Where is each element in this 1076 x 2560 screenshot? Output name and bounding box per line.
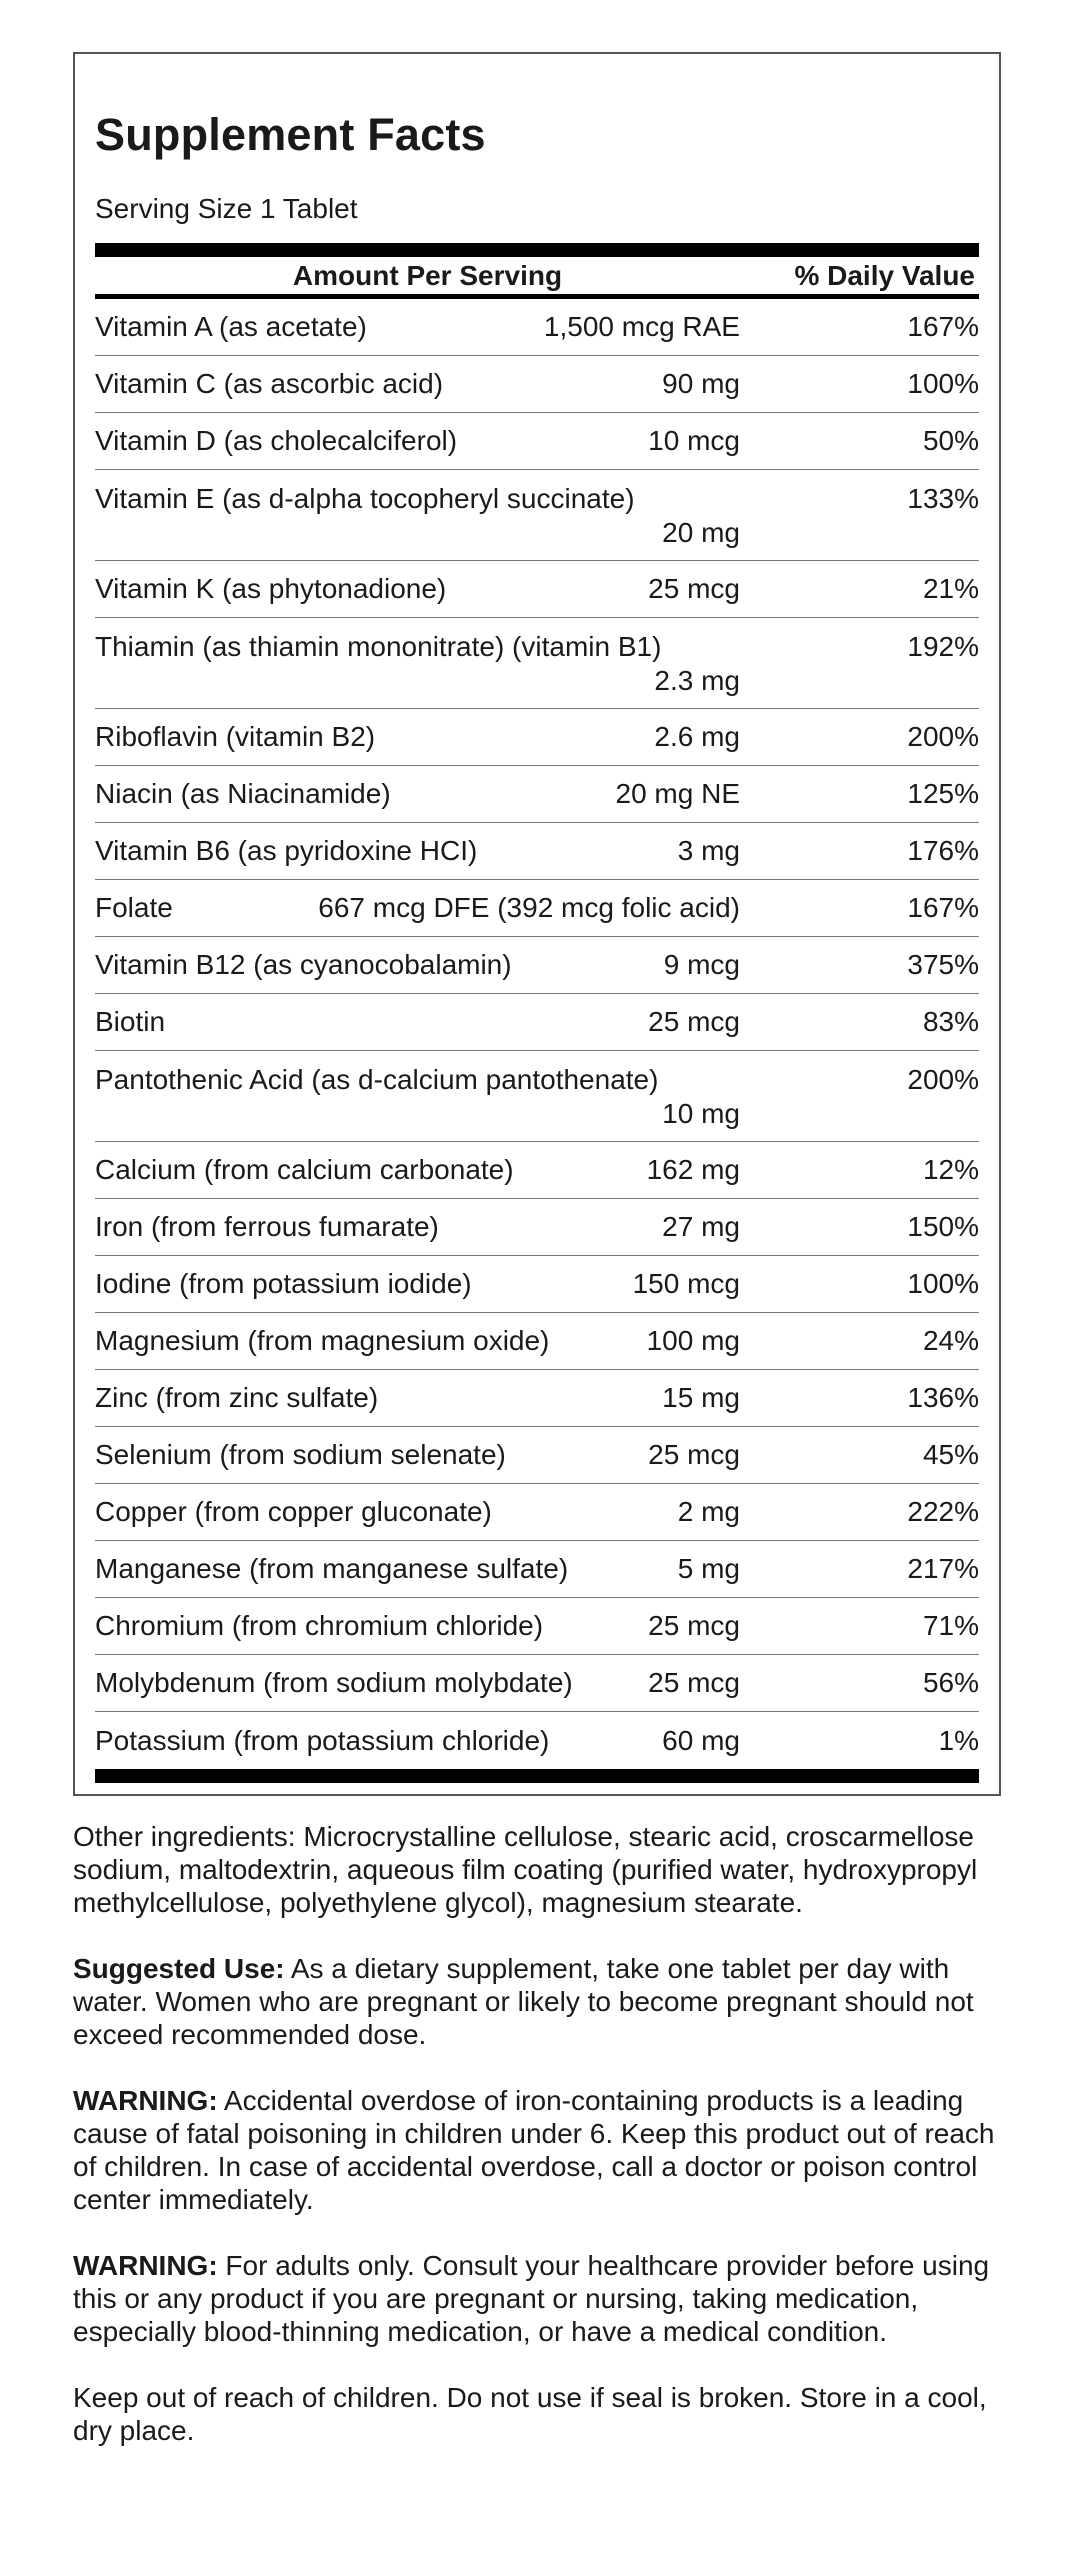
nutrient-name-amount — [95, 1553, 740, 1585]
nutrient-name: Pantothenic Acid (as d-calcium pantothenate) — [95, 1064, 659, 1095]
panel-title: Supplement Facts — [95, 109, 486, 160]
nutrient-row — [95, 299, 979, 356]
nutrient-name: Vitamin B12 (as cyanocobalamin) — [95, 949, 512, 980]
nutrient-name: Vitamin K (as phytonadione) — [95, 573, 447, 604]
nutrient-name-amount — [95, 721, 740, 753]
nutrient-amount: 2.6 mg — [654, 721, 740, 752]
nutrient-daily-value: 200% — [907, 1064, 979, 1095]
bottom-thick-rule — [95, 1769, 979, 1783]
nutrient-name-amount — [95, 1382, 740, 1414]
nutrient-daily-value: 71% — [922, 1610, 979, 1641]
nutrient-daily-value: 176% — [907, 835, 979, 866]
nutrient-row — [95, 880, 979, 937]
nutrient-daily-value: 21% — [922, 573, 979, 604]
nutrient-amount: 100 mg — [646, 1325, 740, 1356]
nutrient-name-amount — [95, 1439, 740, 1471]
nutrient-amount: 20 mg — [662, 517, 740, 548]
nutrient-amount: 20 mg NE — [615, 778, 740, 809]
nutrient-row — [95, 1484, 979, 1541]
nutrient-name: Biotin — [95, 1006, 166, 1037]
nutrient-amount: 9 mcg — [663, 949, 740, 980]
nutrient-daily-value: 136% — [907, 1382, 979, 1413]
nutrient-amount: 667 mcg DFE (392 mcg folic acid) — [318, 892, 740, 923]
nutrient-amount: 90 mg — [662, 368, 740, 399]
iron-warning — [73, 2084, 1013, 2216]
nutrient-daily-value: 167% — [907, 892, 979, 923]
nutrient-row — [95, 994, 979, 1051]
nutrient-name: Magnesium (from magnesium oxide) — [95, 1325, 550, 1356]
nutrient-daily-value: 45% — [922, 1439, 979, 1470]
nutrient-row — [95, 356, 979, 413]
nutrient-name: Vitamin A (as acetate) — [95, 311, 367, 342]
nutrient-name: Copper (from copper gluconate) — [95, 1496, 492, 1527]
nutrient-name-amount — [95, 1064, 740, 1130]
nutrient-daily-value: 222% — [907, 1496, 979, 1527]
nutrient-amount: 3 mg — [677, 835, 740, 866]
nutrient-name: Manganese (from manganese sulfate) — [95, 1553, 569, 1584]
nutrient-name-amount — [95, 1667, 740, 1699]
nutrient-amount: 2.3 mg — [654, 665, 740, 696]
suggested-use — [73, 1952, 1013, 2051]
nutrient-amount: 15 mg — [662, 1382, 740, 1413]
nutrient-row — [95, 1142, 979, 1199]
nutrient-row — [95, 1598, 979, 1655]
nutrient-amount: 25 mcg — [648, 573, 740, 604]
nutrient-name-amount — [95, 835, 740, 867]
nutrient-row — [95, 1427, 979, 1484]
daily-value-header: % Daily Value — [794, 259, 975, 291]
other-ingredients: Other ingredients: Microcrystalline cellulose, stearic acid, croscarmellose sodium, maltodextrin, aqueous film coating (purified water, hydroxypropyl methylcellulose, polyethylene glycol), magnesium stearate. — [73, 1821, 978, 1918]
nutrient-name-amount — [95, 483, 740, 549]
amount-per-serving-header: Amount Per Serving — [292, 259, 563, 291]
nutrient-row — [95, 1370, 979, 1427]
label-text-section — [73, 1820, 1013, 2480]
nutrient-daily-value: 375% — [907, 949, 979, 980]
adults-warning-text: For adults only. Consult your healthcare provider before using this or any product if you are pregnant or nursing, taking medication, especially blood-thinning medication, or have a medical condition. — [73, 2250, 990, 2347]
nutrient-name: Iodine (from potassium iodide) — [95, 1268, 472, 1299]
nutrient-row — [95, 1313, 979, 1370]
nutrient-daily-value: 200% — [907, 721, 979, 752]
adults-warning — [73, 2249, 1013, 2348]
nutrient-name-amount — [95, 949, 740, 981]
nutrient-row — [95, 561, 979, 618]
nutrient-row — [95, 823, 979, 880]
nutrient-name-amount — [95, 1496, 740, 1528]
nutrient-name: Folate — [95, 892, 173, 923]
nutrient-daily-value: 192% — [907, 631, 979, 662]
nutrient-row — [95, 766, 979, 823]
nutrient-amount: 25 mcg — [648, 1439, 740, 1470]
adults-warning-label: WARNING: — [73, 2250, 218, 2281]
nutrient-name: Vitamin E (as d-alpha tocopheryl succinate) — [95, 483, 635, 514]
nutrient-rows — [95, 299, 979, 1769]
suggested-use-text: As a dietary supplement, take one tablet per day with water. Women who are pregnant or likely to become pregnant should not exceed recommended dose. — [73, 1953, 974, 2050]
nutrient-row — [95, 1712, 979, 1769]
nutrient-daily-value: 133% — [907, 483, 979, 514]
nutrient-name-amount — [95, 1006, 740, 1038]
nutrient-amount: 25 mcg — [648, 1610, 740, 1641]
nutrient-name: Vitamin B6 (as pyridoxine HCI) — [95, 835, 478, 866]
nutrient-amount: 2 mg — [677, 1496, 740, 1527]
nutrient-name-amount — [95, 892, 740, 924]
nutrient-amount: 162 mg — [646, 1154, 740, 1185]
nutrient-daily-value: 100% — [907, 368, 979, 399]
nutrient-name-amount — [95, 368, 740, 400]
supplement-facts-panel — [73, 52, 1001, 1796]
nutrient-daily-value: 217% — [907, 1553, 979, 1584]
nutrient-name: Zinc (from zinc sulfate) — [95, 1382, 379, 1413]
nutrient-name-amount — [95, 1154, 740, 1186]
nutrient-name-amount — [95, 778, 740, 810]
nutrient-amount: 60 mg — [662, 1724, 740, 1756]
nutrient-daily-value: 167% — [907, 311, 979, 342]
nutrient-daily-value: 24% — [922, 1325, 979, 1356]
nutrient-amount: 5 mg — [677, 1553, 740, 1584]
nutrient-row — [95, 1256, 979, 1313]
nutrient-amount: 150 mcg — [632, 1268, 740, 1299]
column-header — [95, 257, 979, 299]
nutrient-name: Niacin (as Niacinamide) — [95, 778, 391, 809]
nutrient-name: Chromium (from chromium chloride) — [95, 1610, 544, 1641]
nutrient-row — [95, 1655, 979, 1712]
nutrient-row — [95, 413, 979, 470]
nutrient-amount: 25 mcg — [648, 1667, 740, 1698]
nutrient-daily-value: 83% — [922, 1006, 979, 1037]
nutrient-name-amount — [95, 1268, 740, 1300]
iron-warning-text: Accidental overdose of iron-containing products is a leading cause of fatal poisoning in children under 6. Keep this product out of reach of children. In case of accidental overdose, call a doctor or poison control center immediately. — [73, 2085, 995, 2215]
nutrient-name: Molybdenum (from sodium molybdate) — [95, 1667, 573, 1698]
nutrient-amount: 27 mg — [662, 1211, 740, 1242]
nutrient-amount: 25 mcg — [648, 1006, 740, 1037]
nutrient-name: Thiamin (as thiamin mononitrate) (vitamin B1) — [95, 631, 662, 662]
nutrient-name-amount — [95, 631, 740, 697]
iron-warning-label: WARNING: — [73, 2085, 218, 2116]
nutrient-row — [95, 618, 979, 709]
nutrient-name: Riboflavin (vitamin B2) — [95, 721, 376, 752]
nutrient-row — [95, 937, 979, 994]
nutrient-name-amount — [95, 425, 740, 457]
nutrient-row — [95, 709, 979, 766]
nutrient-name-amount — [95, 573, 740, 605]
nutrient-daily-value: 150% — [907, 1211, 979, 1242]
nutrient-daily-value: 50% — [922, 425, 979, 456]
nutrient-daily-value: 56% — [922, 1667, 979, 1698]
nutrient-name: Vitamin D (as cholecalciferol) — [95, 425, 458, 456]
nutrient-daily-value: 12% — [922, 1154, 979, 1185]
suggested-use-label: Suggested Use: — [73, 1953, 285, 1984]
nutrient-name: Potassium (from potassium chloride) — [95, 1724, 550, 1756]
nutrient-row — [95, 1541, 979, 1598]
nutrient-daily-value: 125% — [907, 778, 979, 809]
storage-note: Keep out of reach of children. Do not use if seal is broken. Store in a cool, dry place. — [73, 2382, 987, 2446]
nutrient-name: Vitamin C (as ascorbic acid) — [95, 368, 444, 399]
nutrient-name-amount — [95, 311, 740, 343]
nutrient-name-amount — [95, 1211, 740, 1243]
nutrient-amount: 10 mg — [662, 1098, 740, 1129]
nutrient-amount: 1,500 mcg RAE — [543, 311, 740, 342]
nutrient-name-amount — [95, 1325, 740, 1357]
serving-size: Serving Size 1 Tablet — [95, 193, 358, 224]
nutrient-row — [95, 1051, 979, 1142]
nutrient-row — [95, 470, 979, 561]
nutrient-name: Calcium (from calcium carbonate) — [95, 1154, 514, 1185]
nutrient-daily-value: 1% — [938, 1724, 979, 1756]
nutrient-name-amount — [95, 1610, 740, 1642]
nutrient-row — [95, 1199, 979, 1256]
top-thick-rule — [95, 243, 979, 257]
nutrient-name: Iron (from ferrous fumarate) — [95, 1211, 439, 1242]
nutrient-name-amount — [95, 1725, 740, 1757]
nutrient-name: Selenium (from sodium selenate) — [95, 1439, 506, 1470]
nutrient-amount: 10 mcg — [648, 425, 740, 456]
nutrient-daily-value: 100% — [907, 1268, 979, 1299]
